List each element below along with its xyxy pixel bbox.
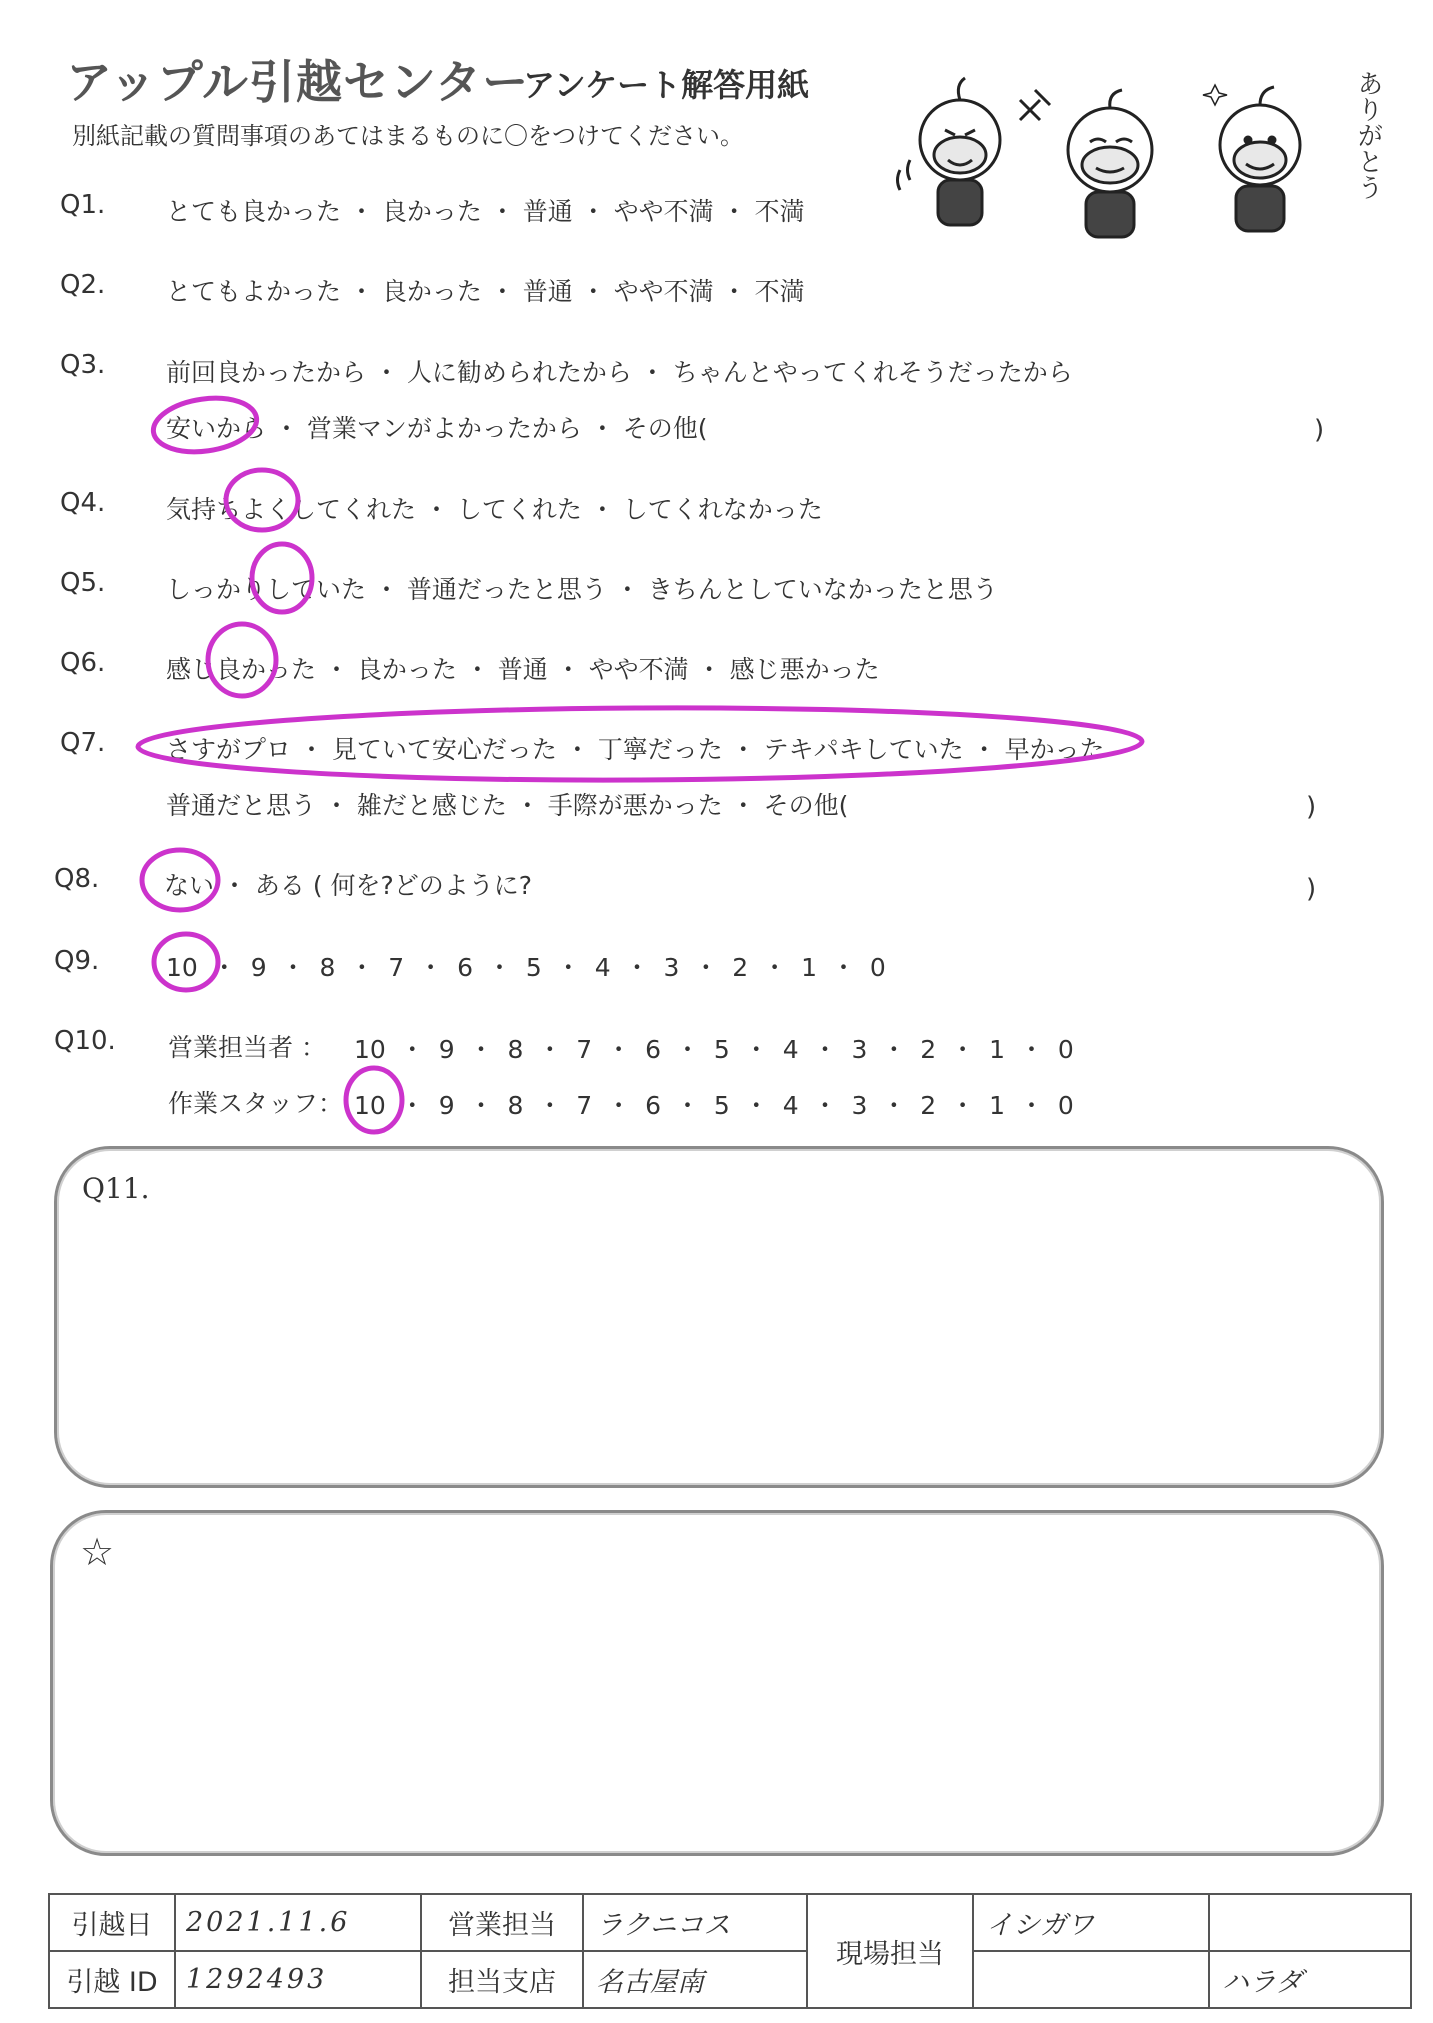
star-comment-box[interactable] xyxy=(50,1510,1384,1856)
q7-options-line1: さすがプロ ・ 見ていて安心だった ・ 丁寧だった ・ テキパキしていた ・ 早かった xyxy=(166,735,1105,764)
sales-value: ラクニコス xyxy=(583,1894,807,1951)
move-date-value: 2021.11.6 xyxy=(175,1894,421,1951)
company-title: アップル引越センター xyxy=(66,55,530,109)
q3-options-line2: 安いから ・ 営業マンがよかったから ・ その他( xyxy=(166,414,708,443)
q7-label: Q7. xyxy=(60,728,106,758)
q10-staff-label: 作業スタッフ： xyxy=(168,1089,344,1118)
q6-options: 感じ良かった ・ 良かった ・ 普通 ・ やや不満 ・ 感じ悪かった xyxy=(166,655,880,684)
move-date-label: 引越日 xyxy=(49,1894,175,1951)
q4-label: Q4. xyxy=(60,488,106,518)
q10-label: Q10. xyxy=(54,1026,116,1056)
q3-label: Q3. xyxy=(60,350,106,380)
q3-close-paren: ) xyxy=(1314,415,1325,445)
footer-info-table xyxy=(48,1893,1412,2009)
q2-options: とてもよかった ・ 良かった ・ 普通 ・ やや不満 ・ 不満 xyxy=(166,277,805,306)
form-subtitle: アンケート解答用紙 xyxy=(523,66,810,104)
q7-close-paren: ) xyxy=(1306,792,1317,822)
branch-value: 名古屋南 xyxy=(583,1951,807,2008)
q1-options: とても良かった ・ 良かった ・ 普通 ・ やや不満 ・ 不満 xyxy=(166,197,805,226)
q11-label: Q11. xyxy=(82,1172,150,1205)
q3-options-line1: 前回良かったから ・ 人に勧められたから ・ ちゃんとやってくれそうだったから xyxy=(166,358,1073,387)
site-staff-empty-cell-2 xyxy=(973,1951,1209,2008)
site-label: 現場担当 xyxy=(807,1894,973,2008)
move-id-value: 1292493 xyxy=(175,1951,421,2008)
instruction-text: 別紙記載の質問事項のあてはまるものに〇をつけてください。 xyxy=(72,122,744,150)
move-id-label: 引越 ID xyxy=(49,1951,175,2008)
thanks-text: ありがとう xyxy=(1353,70,1383,200)
q9-scale: 10 ・ 9 ・ 8 ・ 7 ・ 6 ・ 5 ・ 4 ・ 3 ・ 2 ・ 1 ・ 0 xyxy=(166,953,886,982)
q4-options: 気持ちよくしてくれた ・ してくれた ・ してくれなかった xyxy=(166,495,823,524)
site-staff-empty-cell xyxy=(1209,1894,1411,1951)
site-staff-1: イシガワ xyxy=(973,1894,1209,1951)
q11-comment-box[interactable] xyxy=(54,1146,1384,1488)
sales-label: 営業担当 xyxy=(421,1894,583,1951)
q10-sales-label: 営業担当者 ： xyxy=(168,1033,326,1062)
q7-options-line2: 普通だと思う ・ 雑だと感じた ・ 手際が悪かった ・ その他( xyxy=(166,791,849,820)
site-staff-2: ハラダ xyxy=(1209,1951,1411,2008)
q8-options: ない ・ ある ( 何を?どのように? xyxy=(164,871,533,900)
q9-label: Q9. xyxy=(54,946,100,976)
q6-label: Q6. xyxy=(60,648,106,678)
mascot-illustration xyxy=(890,60,1360,250)
q10-staff-scale: 10 ・ 9 ・ 8 ・ 7 ・ 6 ・ 5 ・ 4 ・ 3 ・ 2 ・ 1 ・ 0 xyxy=(354,1091,1074,1120)
q8-label: Q8. xyxy=(54,864,100,894)
star-icon: ☆ xyxy=(80,1530,115,1574)
q5-label: Q5. xyxy=(60,568,106,598)
q1-label: Q1. xyxy=(60,190,106,220)
q8-close-paren: ) xyxy=(1306,874,1317,904)
q5-options: しっかりしていた ・ 普通だったと思う ・ きちんとしていなかったと思う xyxy=(166,575,998,604)
q10-sales-scale: 10 ・ 9 ・ 8 ・ 7 ・ 6 ・ 5 ・ 4 ・ 3 ・ 2 ・ 1 ・ 0 xyxy=(354,1035,1074,1064)
q2-label: Q2. xyxy=(60,270,106,300)
branch-label: 担当支店 xyxy=(421,1951,583,2008)
